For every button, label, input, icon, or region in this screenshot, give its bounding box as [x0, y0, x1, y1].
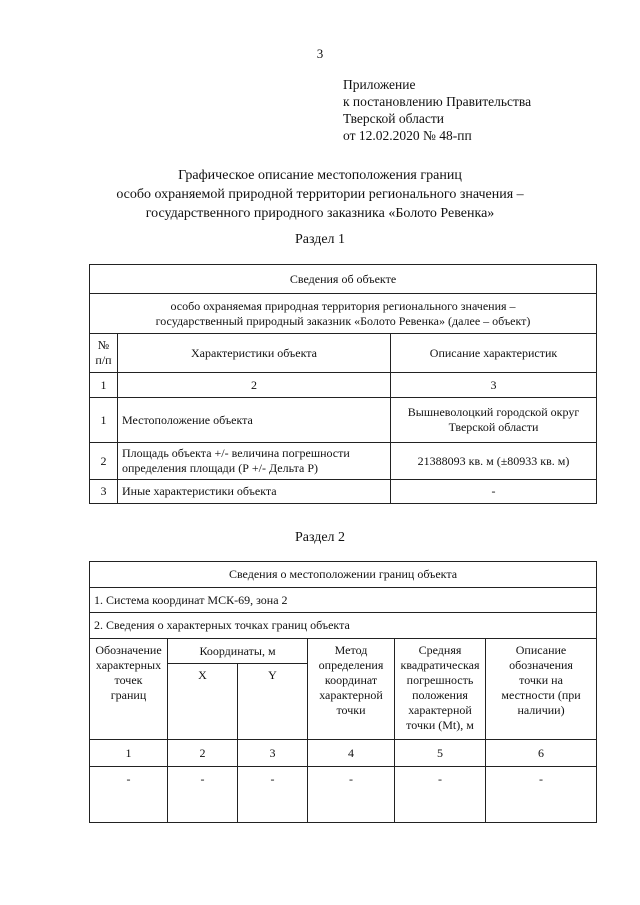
header-description: Описание характеристик — [391, 334, 597, 373]
object-name-line-2: государственный природный заказник «Болото Ревенка» (далее – объект) — [155, 313, 531, 328]
header-x: X — [168, 664, 238, 740]
row-cell: - — [168, 767, 238, 823]
row-description: - — [391, 480, 597, 504]
row-characteristic: Иные характеристики объекта — [118, 480, 391, 504]
title-line-1: Графическое описание местоположения границ — [178, 168, 462, 183]
header-marking — [486, 639, 597, 740]
table-row — [90, 480, 597, 504]
header-method — [308, 639, 395, 740]
appendix-line-4: от 12.02.2020 № 48-пп — [343, 128, 472, 143]
row-num: 3 — [90, 480, 118, 504]
section2-heading: Раздел 2 — [294, 530, 346, 545]
row-cell: - — [238, 767, 308, 823]
col-number-1: 1 — [90, 373, 118, 398]
row-characteristic-line-1: Площадь объекта +/- величина погрешности — [122, 446, 350, 460]
header-error-line: точки (Mt), м — [406, 718, 474, 732]
table-row — [90, 443, 597, 480]
header-marking-line: точки на — [519, 673, 563, 687]
appendix-block — [343, 76, 531, 144]
header-marking-line: наличии) — [517, 703, 565, 717]
header-designation-line: границ — [110, 688, 147, 702]
header-coordinates: Координаты, м — [168, 639, 308, 664]
coord-system-row: 1. Система координат МСК-69, зона 2 — [90, 588, 597, 613]
table-row — [90, 398, 597, 443]
row-characteristic-line-2: определения площади (Р +/- Дельта Р) — [122, 461, 319, 475]
header-designation-line: точек — [114, 673, 143, 687]
header-marking-line: обозначения — [509, 658, 573, 672]
header-method-line: точки — [336, 703, 366, 717]
document-title — [0, 166, 640, 223]
col-number-2: 2 — [118, 373, 391, 398]
col-number-2: 2 — [168, 740, 238, 767]
row-characteristic — [118, 443, 391, 480]
header-marking-line: Описание — [515, 643, 567, 657]
row-description — [391, 398, 597, 443]
section1-heading: Раздел 1 — [294, 232, 346, 247]
header-designation-line: Обозначение — [95, 643, 162, 657]
col-number-6: 6 — [486, 740, 597, 767]
appendix-line-3: Тверской области — [343, 111, 444, 126]
row-description-line-2: Тверской области — [448, 420, 539, 434]
header-designation — [90, 639, 168, 740]
header-characteristic: Характеристики объекта — [118, 334, 391, 373]
points-title-row: 2. Сведения о характерных точках границ объекта — [90, 613, 597, 639]
header-num-line-2: п/п — [95, 353, 112, 367]
col-number-3: 3 — [238, 740, 308, 767]
row-cell: - — [395, 767, 486, 823]
header-marking-line: местности (при — [501, 688, 581, 702]
header-designation-line: характерных — [95, 658, 162, 672]
header-y: Y — [238, 664, 308, 740]
col-number-3: 3 — [391, 373, 597, 398]
object-table-title: Сведения об объекте — [90, 265, 597, 294]
header-error-line: положения — [412, 688, 468, 702]
title-line-2: особо охраняемой природной территории регионального значения – — [116, 187, 524, 202]
object-info-table — [89, 264, 597, 504]
row-description-line-1: Вышневолоцкий городской округ — [407, 405, 580, 419]
header-error-line: квадратическая — [400, 658, 480, 672]
col-number-5: 5 — [395, 740, 486, 767]
header-method-line: Метод — [334, 643, 368, 657]
row-cell: - — [90, 767, 168, 823]
header-method-line: определения — [318, 658, 384, 672]
header-num — [90, 334, 118, 373]
header-error-line: погрешность — [406, 673, 474, 687]
boundary-table-title: Сведения о местоположении границ объекта — [90, 562, 597, 588]
object-name-line-1: особо охраняемая природная территория регионального значения – — [170, 298, 516, 313]
row-cell: - — [308, 767, 395, 823]
appendix-line-1: Приложение — [343, 77, 416, 92]
row-characteristic: Местоположение объекта — [118, 398, 391, 443]
boundary-points-table — [89, 561, 597, 823]
row-description: 21388093 кв. м (±80933 кв. м) — [391, 443, 597, 480]
header-error — [395, 639, 486, 740]
header-num-line-1: № — [97, 338, 110, 352]
col-number-1: 1 — [90, 740, 168, 767]
col-number-4: 4 — [308, 740, 395, 767]
row-cell: - — [486, 767, 597, 823]
row-num: 2 — [90, 443, 118, 480]
header-error-line: Средняя — [418, 643, 462, 657]
header-method-line: характерной — [319, 688, 383, 702]
object-name-cell — [90, 294, 597, 334]
table-row — [90, 767, 597, 823]
row-num: 1 — [90, 398, 118, 443]
page-number: 3 — [316, 46, 324, 61]
header-error-line: характерной — [408, 703, 472, 717]
header-method-line: координат — [324, 673, 378, 687]
appendix-line-2: к постановлению Правительства — [343, 94, 532, 109]
title-line-3: государственного природного заказника «Болото Ревенка» — [145, 206, 495, 221]
